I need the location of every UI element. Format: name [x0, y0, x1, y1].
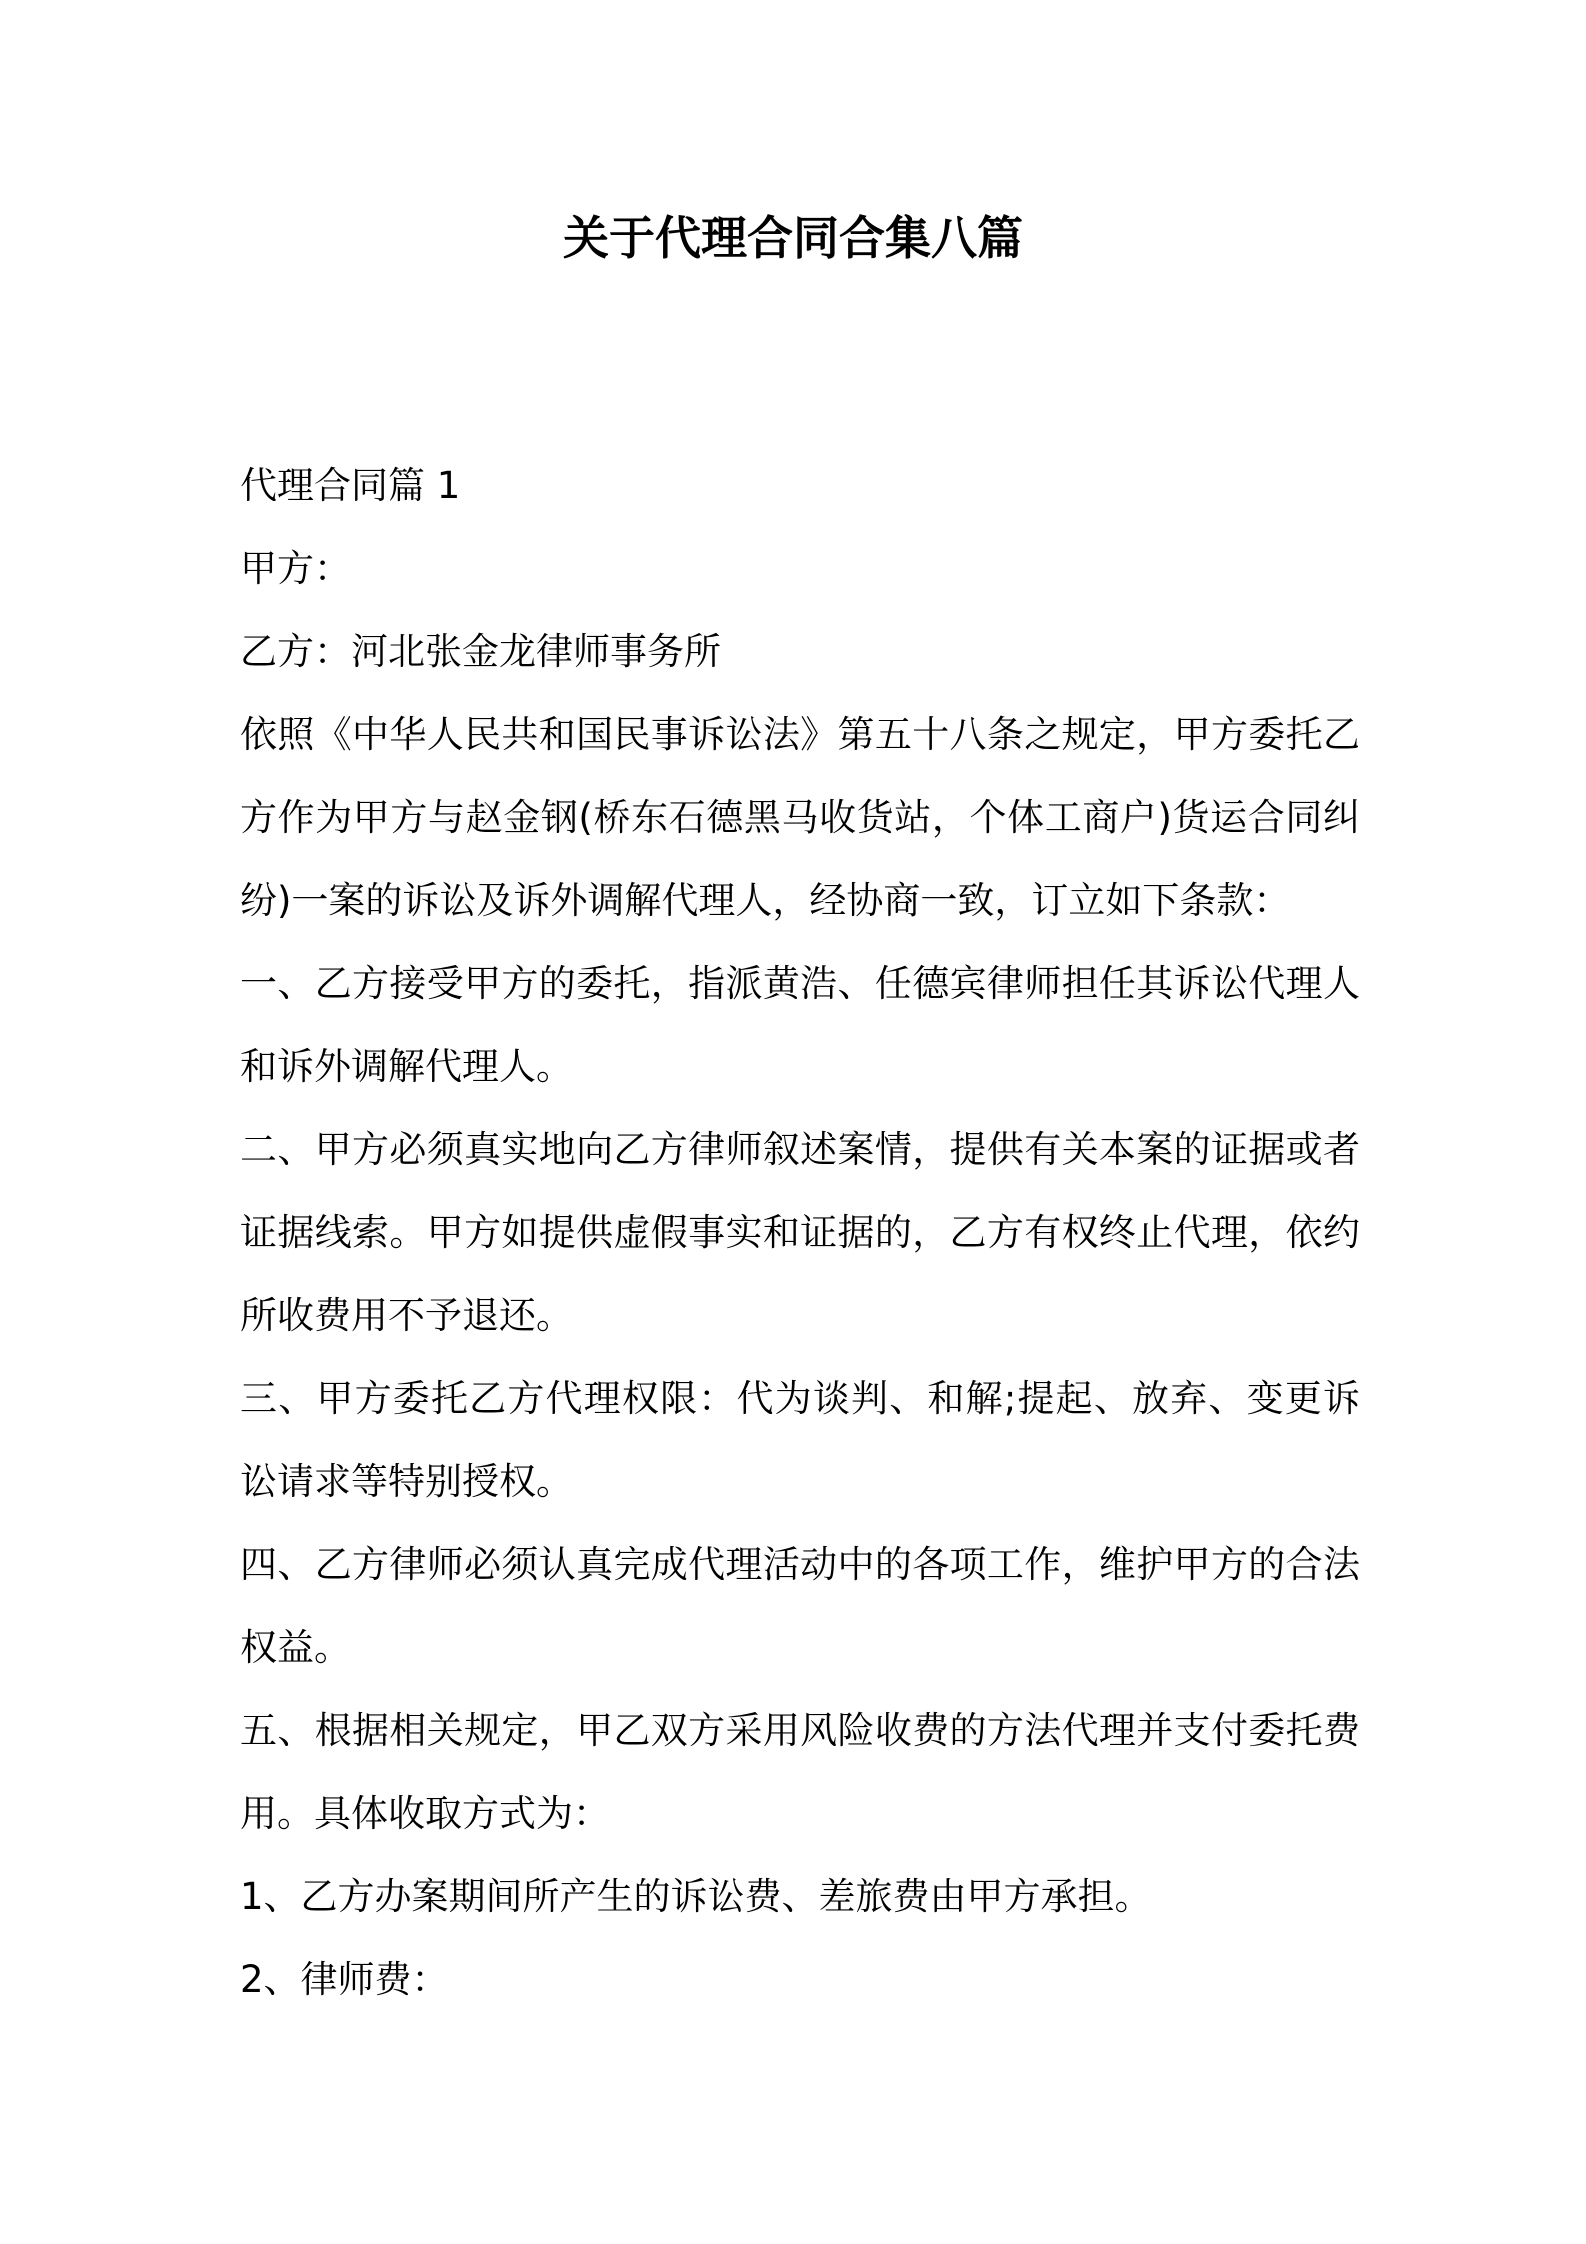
clause-5: 五、根据相关规定，甲乙双方采用风险收费的方法代理并支付委托费用。具体收取方式为： — [240, 1709, 1360, 1835]
party-b-line: 乙方：河北张金龙律师事务所 — [240, 630, 721, 673]
clause-5-item-2: 2、律师费： — [240, 1958, 449, 2001]
clause-4: 四、乙方律师必须认真完成代理活动中的各项工作，维护甲方的合法权益。 — [240, 1543, 1360, 1669]
section-heading: 代理合同篇 1 — [240, 464, 461, 507]
preamble-paragraph: 依照《中华人民共和国民事诉讼法》第五十八条之规定，甲方委托乙方作为甲方与赵金钢(桥东石德黑马收货站，个体工商户)货运合同纠纷)一案的诉讼及诉外调解代理人，经协商一致，订立如下条款： — [240, 713, 1360, 922]
clause-1: 一、乙方接受甲方的委托，指派黄浩、任德宾律师担任其诉讼代理人和诉外调解代理人。 — [240, 962, 1360, 1088]
clause-5-item-1: 1、乙方办案期间所产生的诉讼费、差旅费由甲方承担。 — [240, 1875, 1152, 1918]
clause-3: 三、甲方委托乙方代理权限：代为谈判、和解;提起、放弃、变更诉讼请求等特别授权。 — [240, 1377, 1360, 1503]
document-title: 关于代理合同合集八篇 — [563, 211, 1023, 265]
party-a-line: 甲方： — [240, 547, 351, 590]
clause-2: 二、甲方必须真实地向乙方律师叙述案情，提供有关本案的证据或者证据线索。甲方如提供虚假事实和证据的，乙方有权终止代理，依约所收费用不予退还。 — [240, 1128, 1360, 1337]
document-body — [240, 444, 1360, 2021]
